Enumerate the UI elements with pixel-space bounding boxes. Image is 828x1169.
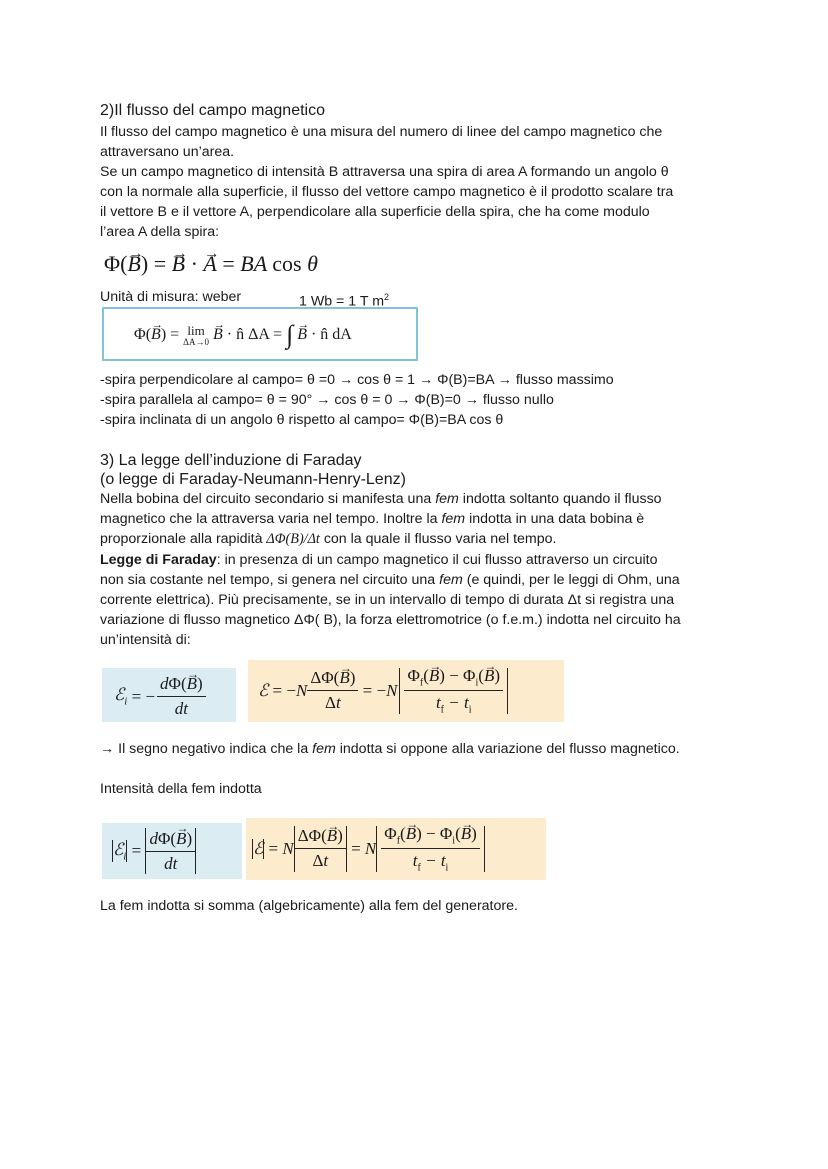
emf-formula-blue: ℰ$_i$ = − $\frac{d\Phi(\to B)}{dt}$ bbox=[102, 668, 236, 722]
case-perpendicular: -spira perpendicolare al campo= θ =0 → cos θ = 1 → Φ(B)=BA → flusso massimo bbox=[100, 372, 614, 388]
section-2-line-4: con la normale alla superficie, il flusso del vettore campo magnetico è il prodotto scalare tra bbox=[100, 184, 674, 200]
flux-integral-formula: Φ( → B ) = lim ΔA→0 → B · n̂ ΔA = ∫ → B · n̂ dA bbox=[134, 320, 352, 350]
flux-formula: Φ(→ B) = → B · → A = BA cos θ bbox=[104, 249, 318, 279]
section-2-line-6: l’area A della spira: bbox=[100, 224, 220, 240]
intensity-title: Intensità della fem indotta bbox=[100, 781, 262, 797]
section-2-line-2: attraversano un’area. bbox=[100, 144, 235, 160]
abs-emf-formula-blue: ℰ$_i$ = $\frac{d\Phi(\to B)}{dt}$ bbox=[102, 823, 242, 879]
flux-integral-frame bbox=[102, 307, 418, 361]
case-parallel: -spira parallela al campo= θ = 90° → cos θ = 0 → Φ(B)=0 → flusso nullo bbox=[100, 392, 554, 408]
law-line-1: Legge di Faraday: in presenza di un campo magnetico il cui flusso attraverso un circuito bbox=[100, 552, 658, 568]
law-line-4: variazione di flusso magnetico ΔΦ( B), la forza elettromotrice (o f.e.m.) indotta nel circuito ha bbox=[100, 612, 681, 628]
section-2-line-5: il vettore B e il vettore A, perpendicolare alla superficie della spira, che ha come modulo bbox=[100, 204, 650, 220]
section-3-heading: 3) La legge dell’induzione di Faraday bbox=[100, 452, 362, 469]
para1-line-2: magnetico che la attraversa varia nel tempo. Inoltre la fem indotta in una data bobina è bbox=[100, 511, 645, 527]
law-line-5: un’intensità di: bbox=[100, 632, 191, 648]
emf-formula-peach: ℰ = − N $\frac{\Delta\Phi(\to B)}{\Delta t}$ = − N $\frac{\Phi_f(\to B) - \Phi_i(\to B)}{t_f - t_i}$ bbox=[248, 660, 564, 722]
para1-line-3: proporzionale alla rapidità ΔΦ(B)/Δt con la quale il flusso varia nel tempo. bbox=[100, 531, 557, 547]
abs-emf-formula-peach: ℰ = N $\frac{\Delta\Phi(\to B)}{\Delta t}$ = N $\frac{\Phi_f(\to B) - \Phi_i(\to B)}{t_f - t_i}$ bbox=[246, 818, 546, 880]
section-2-heading: 2)Il flusso del campo magnetico bbox=[100, 102, 325, 119]
section-2-line-1: Il flusso del campo magnetico è una misura del numero di linee del campo magnetico che bbox=[100, 124, 663, 140]
case-inclined: -spira inclinata di un angolo θ rispetto al campo= Φ(B)=BA cos θ bbox=[100, 412, 504, 428]
unit-label: Unità di misura: weber bbox=[100, 289, 242, 305]
sign-note: → Il segno negativo indica che la fem indotta si oppone alla variazione del flusso magnetico. bbox=[100, 741, 680, 757]
law-line-2: non sia costante nel tempo, si genera nel circuito una fem (e quindi, per le leggi di Ohm, una bbox=[100, 572, 680, 588]
law-line-3: corrente elettrica). Più precisamente, se in un intervallo di tempo di durata Δt si registra una bbox=[100, 592, 675, 608]
final-sentence: La fem indotta si somma (algebricamente) alla fem del generatore. bbox=[100, 898, 518, 914]
section-3-subheading: (o legge di Faraday-Neumann-Henry-Lenz) bbox=[100, 471, 406, 488]
unit-value: 1 Wb = 1 T $m^2$ bbox=[299, 292, 390, 310]
para1-line-1: Nella bobina del circuito secondario si manifesta una fem indotta soltanto quando il flusso bbox=[100, 491, 662, 507]
section-2-line-3: Se un campo magnetico di intensità B attraversa una spira di area A formando un angolo θ bbox=[100, 164, 669, 180]
